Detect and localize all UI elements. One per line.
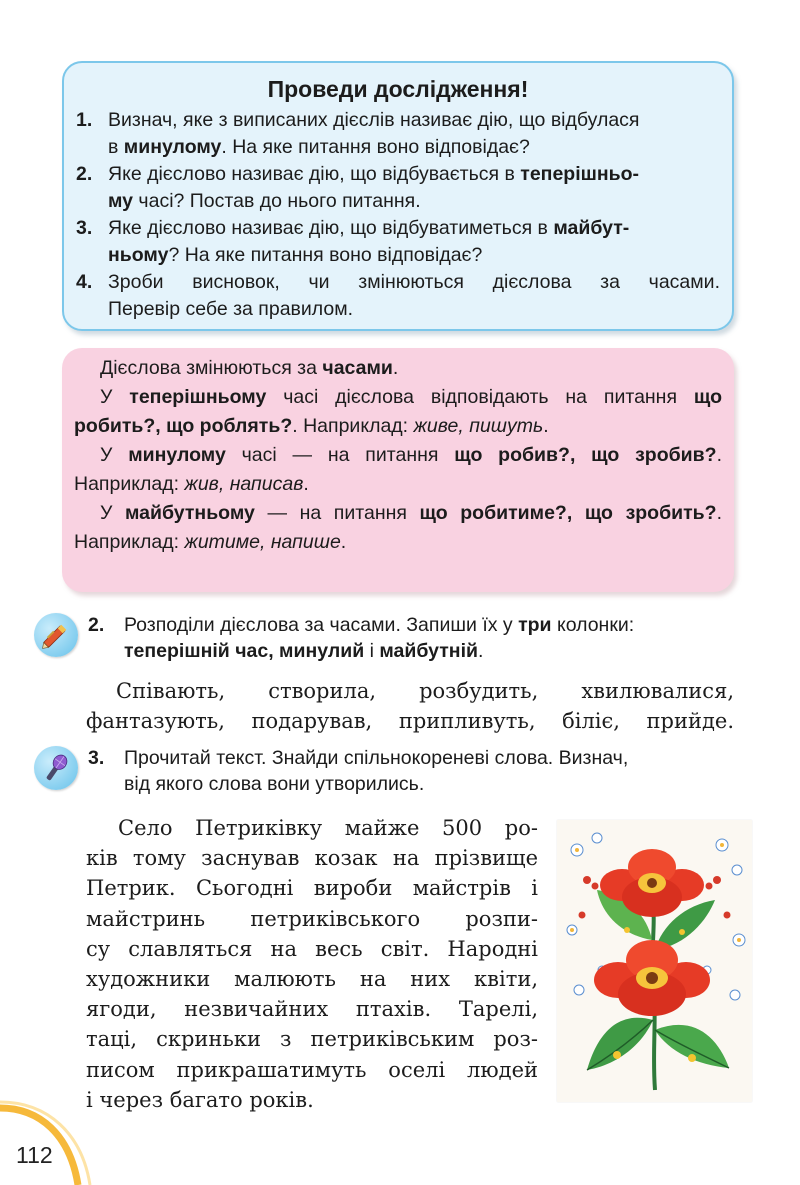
task-number: 2. [76, 163, 93, 185]
story-line: писом прикрашатимуть оселі людей [86, 1057, 538, 1082]
task-number: 3. [76, 217, 93, 239]
rule-example: жив, написав [184, 473, 304, 495]
exercise-line: від якого слова вони утворились. [124, 773, 425, 795]
exercise-number: 2. [88, 614, 105, 636]
rule-text: . [392, 357, 399, 379]
rule-text: . [340, 531, 347, 553]
exercise-text: . [477, 640, 484, 662]
rule-bold-text: майбутньому [125, 502, 255, 524]
task-line [108, 134, 720, 161]
task-line [108, 188, 720, 215]
task-text: часі? Постав до нього питання. [133, 190, 421, 212]
research-box [62, 61, 734, 331]
task-line [108, 269, 720, 296]
story-line: майстринь петриківського розпи- [86, 906, 538, 931]
rule-paragraph-4 [74, 499, 722, 557]
exercise-text: Розподіли дієслова за часами. Запиши їх у [124, 614, 519, 636]
rule-text: — на питання [254, 502, 420, 524]
verb-list-line: Співають, створила, розбудить, хвилювалися, [116, 679, 734, 703]
verb-list [86, 676, 734, 736]
rule-text: . Наприклад: [74, 502, 722, 553]
task-bold-text: майбут- [553, 217, 630, 239]
rule-paragraph-3 [74, 441, 722, 499]
exercise-bold-text: теперішній час, минулий [124, 640, 365, 662]
research-task-3 [76, 215, 720, 269]
rule-text: . Наприклад: [292, 415, 414, 437]
pen-icon [34, 613, 78, 657]
rule-box [62, 348, 734, 592]
verb-list-line: фантазують, подарував, припливуть, біліє, прийде. [86, 709, 734, 733]
story-line: ків тому заснував козак на прізвище [86, 846, 538, 871]
task-text: в [108, 136, 124, 158]
research-task-2 [76, 161, 720, 215]
exercise-3 [88, 745, 738, 797]
task-line [108, 161, 720, 188]
task-bold-text: минулому [123, 136, 222, 158]
task-line [108, 296, 720, 323]
task-bold-text: му [108, 190, 134, 212]
rule-example: житиме, напише [184, 531, 341, 553]
rule-bold-text: що робив?, що зробив? [454, 444, 717, 466]
task-line [108, 107, 720, 134]
task-text: Яке дієслово називає дію, що відбувається в [108, 163, 521, 185]
story-line: су славляться на весь світ. Народні [86, 936, 538, 961]
research-task-4 [76, 269, 720, 323]
story-text [86, 813, 538, 1115]
task-text: Перевір себе за правилом. [108, 298, 354, 320]
rule-text: Дієслова змінюються за [100, 357, 323, 379]
exercise-text: і [364, 640, 380, 662]
exercise-text: колонки: [551, 614, 635, 636]
petrykivka-painting-image [557, 820, 752, 1102]
exercise-number: 3. [88, 747, 105, 769]
rule-bold-text: часами [322, 357, 393, 379]
research-task-1 [76, 107, 720, 161]
task-text: Яке дієслово називає дію, що відбуватиметься в [108, 217, 554, 239]
rule-bold-text: що робить?, що роблять? [74, 386, 722, 437]
microphone-icon [34, 746, 78, 790]
story-line: Петрик. Сьогодні вироби майстрів і [86, 876, 538, 901]
exercise-line [88, 612, 738, 638]
task-bold-text: теперішньо- [520, 163, 640, 185]
rule-bold-text: минулому [128, 444, 226, 466]
rule-text: У [100, 386, 130, 408]
exercise-2 [88, 612, 738, 664]
exercise-line [88, 638, 738, 664]
rule-text: У [100, 502, 125, 524]
rule-text: часі — на питання [225, 444, 455, 466]
rule-paragraph-1 [74, 354, 722, 383]
rule-example: живе, пишуть [413, 415, 544, 437]
rule-paragraph-2 [74, 383, 722, 441]
story-line: художники малюють на них квіти, [86, 967, 538, 992]
task-text: ? На яке питання воно відповідає? [168, 244, 483, 266]
exercise-bold-text: майбутній [379, 640, 478, 662]
task-line [108, 242, 720, 269]
task-number: 1. [76, 109, 93, 131]
task-number: 4. [76, 271, 93, 293]
task-text: Визнач, яке з виписаних дієслів називає дію, що відбулася [108, 109, 640, 131]
story-line: таці, скриньки з петриківським роз- [86, 1027, 538, 1052]
rule-text: . [543, 415, 549, 437]
task-bold-text: ньому [108, 244, 169, 266]
task-text: . На яке питання воно відповідає? [221, 136, 530, 158]
rule-bold-text: що робитиме?, що зробить? [419, 502, 717, 524]
task-text: Зроби висновок, чи змінюються дієслова за часами. [108, 271, 720, 293]
rule-text: У [100, 444, 129, 466]
rule-text: . Наприклад: [74, 444, 722, 495]
exercise-line: Прочитай текст. Знайди спільнокореневі слова. Визнач, [124, 747, 629, 769]
rule-text: часі дієслова відповідають на питання [266, 386, 694, 408]
story-line: Село Петриківку майже 500 ро- [118, 816, 538, 840]
task-line [108, 215, 720, 242]
rule-text: . [303, 473, 309, 495]
exercise-bold-text: три [518, 614, 552, 636]
research-title: Проведи дослідження! [267, 76, 529, 102]
story-line: і через багато років. [86, 1087, 314, 1112]
rule-bold-text: теперішньому [129, 386, 267, 408]
page-number: 112 [16, 1142, 53, 1168]
story-line: ягоди, незвичайних птахів. Тарелі, [86, 997, 538, 1022]
